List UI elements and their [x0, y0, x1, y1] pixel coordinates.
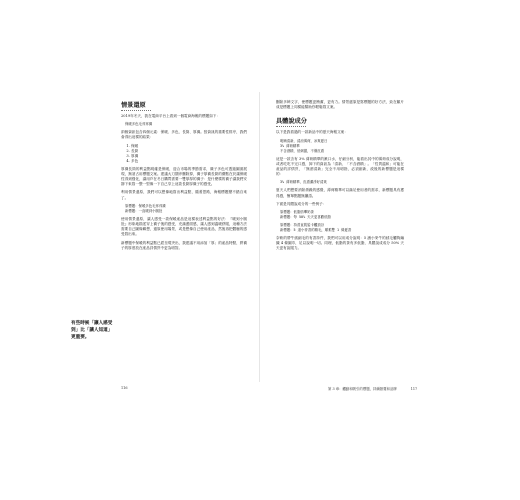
list-item: 4. 多色	[131, 159, 247, 164]
paragraph: 刪除多餘文字，使標題更簡潔，更有力。情景還原是寫標題的好方法，致在顧片成是標題上同樣能幫助你輕鬆寫文案。	[276, 100, 404, 110]
section-title-scene: 情景還原	[121, 102, 146, 109]
example-line: 新標題：5 道小麥香的精毛，順柔雙 1 條夏香	[280, 228, 352, 233]
example-line: 原標題：低脂肪嗶奶茶	[280, 210, 314, 215]
example-line: 原標題：持普直肌髮卡觸頂谷	[280, 223, 325, 228]
paragraph: 這是一款含有 3% 薄荷精華的漱口水，仔細分析，能看出其中的薄荷成分說明，或者吃吃不完口感，卸下的資訊為「清新、「不含酒精」。「性質溫和」可能在產品的詳情頁，「無酒清新」完全不用明指，必須創新，改後的新標題是這樣的：	[276, 156, 404, 177]
quote-block	[280, 180, 404, 185]
paragraph: 利用情景還原，我們可以想像地寫出利益點，隨著思路，海報標題變不錯自來了。	[121, 190, 247, 200]
spine-divider	[259, 92, 260, 382]
paragraph: 厚襪長筒的利益點明確是保暖，迎合市場的季節需求，襪子多色可透過圖面展現，無須占用標題文案。建議大刀闊斧刪除掉，襪子厚襪長筒的優點在於讓保暖性得到強化，讓用戶在冬日購買需要一雙厚厚的襪子：是什麼樣的襪子讓我們安靜下來寫一整一型像一下自己穿上這款長筒厚襪子的感受。	[121, 166, 247, 187]
title-dotted-rule	[121, 110, 151, 111]
slogan-line: 呢喃清新，清涼薄荷，冰爽夏日	[280, 138, 328, 143]
example-block	[280, 223, 404, 233]
right-page	[276, 100, 404, 380]
example-block	[280, 210, 404, 220]
paragraph: 下面是具體說成分的一些例子：	[276, 201, 327, 206]
new-title-line: 新標題：一直暖到小腿肚	[125, 208, 163, 213]
paragraph: 以下是我看過的一款新品中的夏天海報文案：	[276, 130, 348, 135]
title-dotted-rule	[276, 126, 306, 127]
compare-block	[125, 204, 247, 214]
paragraph: 兩個資訊包含四個元素：保暖、多色、長筒、厚襪。按資訊的重要性排序，我們會得出這樣的結果：	[121, 130, 247, 140]
running-footer-right	[328, 386, 417, 391]
quote-line: 3% 薄荷精華，皮膚潔淨好清爽	[280, 180, 327, 185]
numbered-list	[131, 144, 247, 164]
original-title-line: 原標題：保暖多色毛茸茸襪	[125, 203, 166, 208]
list-item: 3. 厚襪	[131, 154, 247, 159]
paragraph: 夏天人們想要消除煩躁的感覺，薄荷精華可以滿足使用者的需求，新標題具有獲得感，簡單點題無纖語。	[276, 188, 404, 198]
slogan-line: 3% 薄荷精華	[280, 143, 300, 148]
slogan-line: 不含酒精，低刺激，不傷皮膚	[280, 148, 325, 153]
chapter-title: 第 3 章：觸動和吸引的標題，持續熱賣和品牌	[328, 387, 397, 391]
section-title-ingredients: 具體說成分	[276, 118, 307, 126]
paragraph: 2019年冬天，我在電商平台上看到一個電商海報的標題如下：	[121, 114, 220, 118]
left-page	[121, 100, 247, 380]
paragraph: 奈軟的帶牛絨細毛的有香持件，我們可以用成分說明：5 涵小麥牛的絨毛觸夠編織 4 條圖巾，足以說明一切。同理，低脂的茶有多低脂，具體說成成分 50% 天天更有說服力。	[276, 236, 404, 251]
list-item: 1. 保暖	[131, 144, 247, 149]
page-number-right: 117	[410, 387, 418, 391]
paragraph: 新標題中保暖的利益點已經呈現突出，我建議不用添加「厚」的產品特點，將襪子的厚度放在產品詳情頁中更為明智。	[121, 240, 247, 250]
paragraph: 使用情景還原，讓人感受一款保暖產品是這樣表述利益點的好法：『暖到小腿肚』形象地描述穿上襪子後的感受，充滿畫面感，讓人感到溫暖舒服，這種方法需要自己圖像聯想，還原使用場景，或是想像自己使用產品，然後再把體驗的感受寫出來。	[121, 216, 247, 237]
page-number-left: 116	[121, 386, 128, 390]
margin-note: 有些時候「讓人感受到」比「讓人知道」更重要。	[71, 321, 113, 340]
quote-line: 保暖多色毛茸茸襪	[125, 122, 153, 127]
quote-block	[125, 122, 247, 127]
example-line: 新標題：每 50% 天天更喜歡低脂	[280, 215, 331, 220]
slogan-block	[280, 139, 404, 154]
list-item: 2. 長筒	[131, 149, 247, 154]
